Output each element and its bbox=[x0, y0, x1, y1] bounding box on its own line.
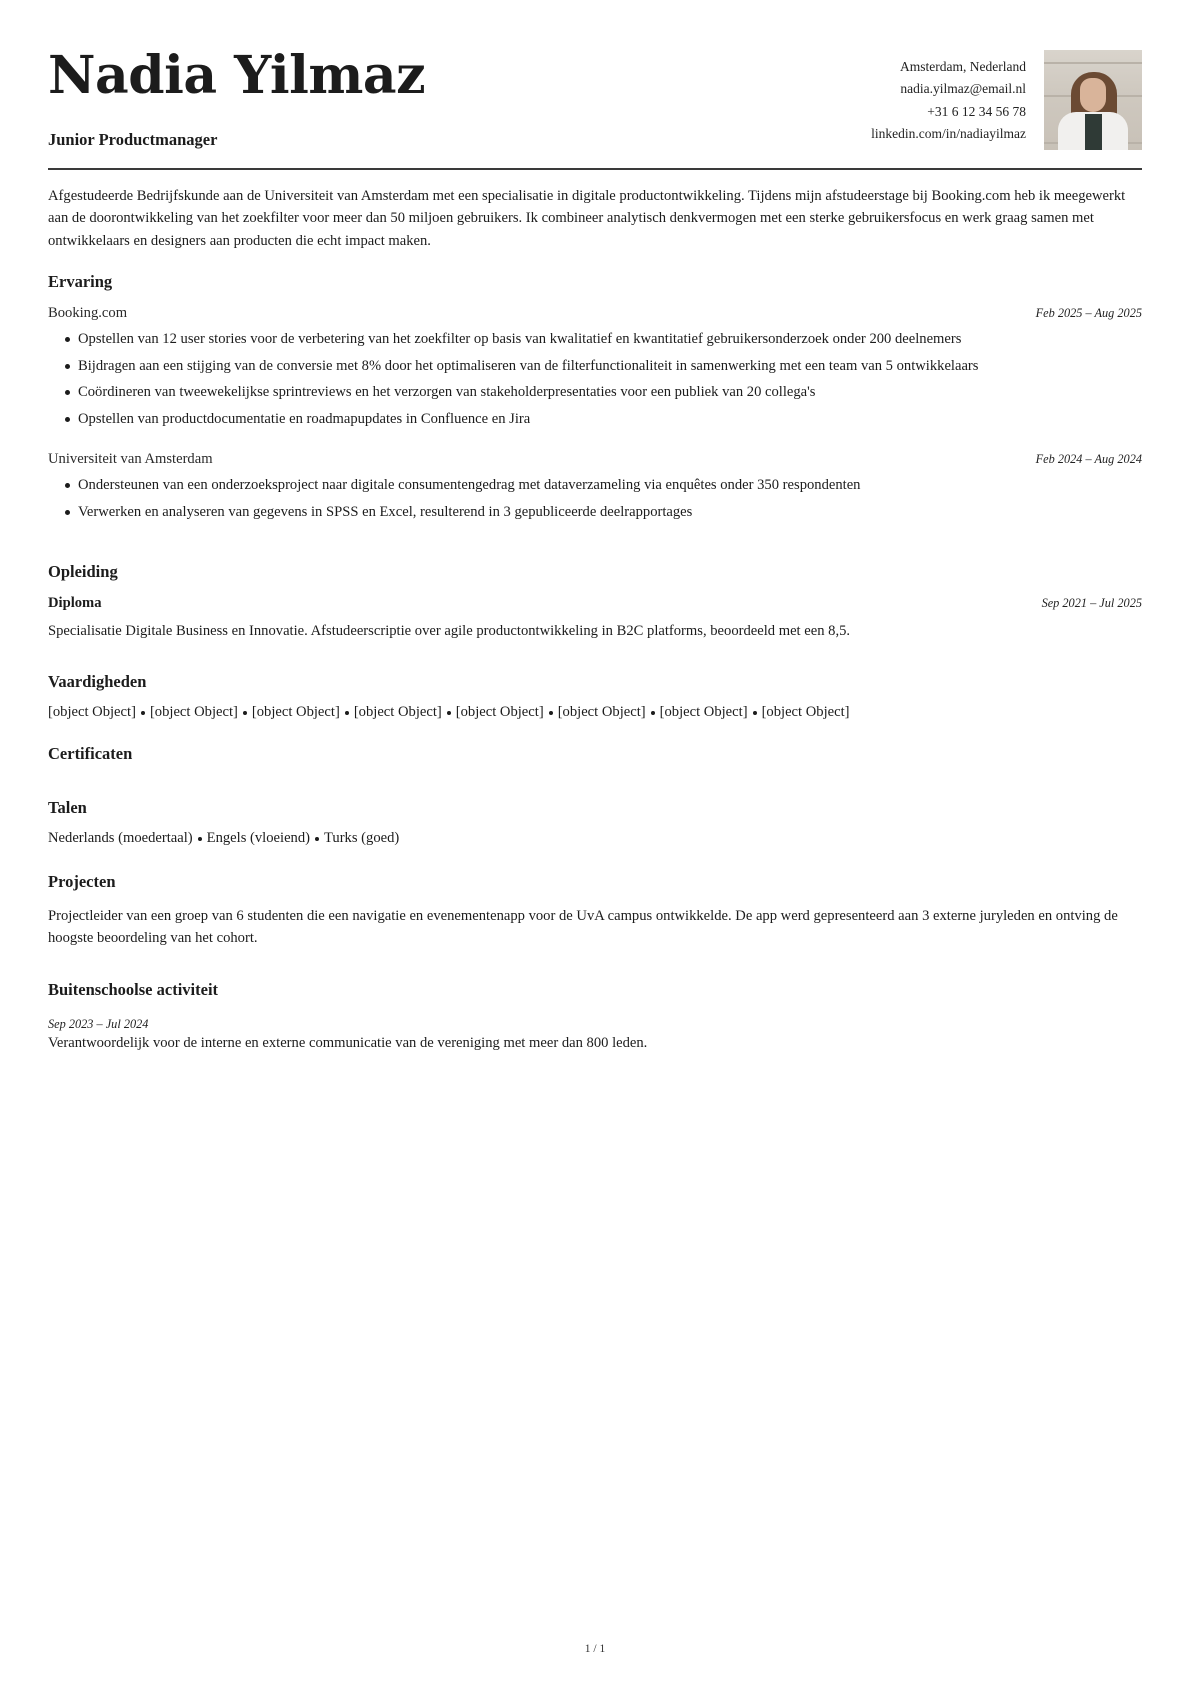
bullet-icon bbox=[65, 337, 70, 342]
language-item: Engels (vloeiend) bbox=[206, 830, 310, 846]
experience-bullets bbox=[48, 472, 1142, 525]
extracurricular-date: Sep 2023 – Jul 2024 bbox=[48, 1017, 149, 1031]
experience-date: Feb 2024 – Aug 2024 bbox=[1035, 452, 1142, 466]
profile-summary: Afgestudeerde Bedrijfskunde aan de Universiteit van Amsterdam met een specialisatie in digitale productontwikkeling. Tijdens mijn afstudeerstage bij Booking.com heb ik meegewerkt aan de doorontwikkeling van het zoekfilter voor meer dan 50 miljoen gebruikers. Ik combineer analytisch denkvermogen met een sterke gebruikersfocus en werk graag samen met ontwikkelaars en designers aan producten die echt impact maken. bbox=[48, 188, 1126, 249]
skill-item: [object Object] bbox=[251, 704, 340, 720]
skills-list bbox=[48, 704, 850, 721]
photo-detail bbox=[1085, 114, 1102, 150]
list-item bbox=[48, 353, 1142, 380]
contact-linkedin[interactable]: linkedin.com/in/nadiayilmaz bbox=[871, 125, 1026, 141]
skill-item: [object Object] bbox=[761, 704, 850, 720]
profile-photo bbox=[1044, 50, 1142, 150]
bullet-text: Opstellen van 12 user stories voor de verbetering van het zoekfilter op basis van kwalitatief en kwantitatief gebruikersonderzoek onder 200 deelnemers bbox=[78, 331, 962, 347]
skill-item: [object Object] bbox=[353, 704, 442, 720]
bullet-text: Coördineren van tweewekelijkse sprintreviews en het verzorgen van stakeholderpresentaties voor een publiek van 20 collega's bbox=[78, 384, 816, 400]
section-title-skills: Vaardigheden bbox=[48, 672, 147, 691]
bullet-text: Bijdragen aan een stijging van de conversie met 8% door het optimaliseren van de filterfunctionaliteit in samenwerking met een team van 5 ontwikkelaars bbox=[78, 357, 979, 374]
section-title-certificates: Certificaten bbox=[48, 744, 133, 763]
list-item bbox=[48, 379, 1142, 406]
resume-header bbox=[48, 0, 1142, 170]
section-title-projects: Projecten bbox=[48, 872, 116, 891]
photo-detail bbox=[1044, 62, 1142, 64]
experience-organization: Booking.com bbox=[48, 305, 128, 321]
experience-date: Feb 2025 – Aug 2025 bbox=[1035, 306, 1142, 320]
languages-list bbox=[48, 830, 399, 847]
list-item bbox=[48, 472, 1142, 499]
job-title: Junior Productmanager bbox=[48, 130, 218, 149]
skill-item: [object Object] bbox=[455, 704, 544, 720]
experience-bullets bbox=[48, 326, 1142, 432]
extracurricular-description: Verantwoordelijk voor de interne en externe communicatie van de vereniging met meer dan 800 leden. bbox=[48, 1035, 648, 1051]
experience-organization: Universiteit van Amsterdam bbox=[48, 451, 213, 467]
resume-page bbox=[48, 0, 1142, 1051]
list-item bbox=[48, 326, 1142, 353]
bullet-text: Verwerken en analyseren van gegevens in SPSS en Excel, resulterend in 3 gepubliceerde deelrapportages bbox=[78, 503, 693, 520]
bullet-icon bbox=[65, 483, 70, 488]
contact-email[interactable]: nadia.yilmaz@email.nl bbox=[900, 81, 1026, 97]
section-title-education: Opleiding bbox=[48, 562, 118, 581]
bullet-icon bbox=[65, 390, 70, 395]
experience-entry-header bbox=[48, 305, 1142, 322]
experience-entry-header bbox=[48, 451, 1142, 468]
section-title-extracurricular: Buitenschoolse activiteit bbox=[48, 980, 219, 999]
separator-dot-icon bbox=[549, 711, 553, 715]
candidate-name: Nadia Yilmaz bbox=[48, 45, 426, 106]
separator-dot-icon bbox=[141, 711, 145, 715]
photo-detail bbox=[1080, 78, 1106, 112]
language-item: Nederlands (moedertaal) bbox=[48, 830, 193, 846]
list-item bbox=[48, 499, 1142, 526]
page-number: 1 / 1 bbox=[584, 1643, 606, 1655]
separator-dot-icon bbox=[651, 711, 655, 715]
section-title-experience: Ervaring bbox=[48, 272, 113, 291]
contact-phone[interactable]: +31 6 12 34 56 78 bbox=[927, 103, 1026, 119]
separator-dot-icon bbox=[315, 837, 319, 841]
contact-location: Amsterdam, Nederland bbox=[900, 59, 1026, 74]
skill-item: [object Object] bbox=[557, 704, 646, 720]
bullet-text: Opstellen van productdocumentatie en roadmapupdates in Confluence en Jira bbox=[78, 410, 531, 427]
bullet-icon bbox=[65, 510, 70, 515]
separator-dot-icon bbox=[753, 711, 757, 715]
separator-dot-icon bbox=[198, 837, 202, 841]
bullet-icon bbox=[65, 417, 70, 422]
section-title-languages: Talen bbox=[48, 798, 87, 817]
skill-item: [object Object] bbox=[149, 704, 238, 720]
education-description: Specialisatie Digitale Business en Innovatie. Afstudeerscriptie over agile productontwikkeling in B2C platforms, beoordeeld met een 8,5. bbox=[48, 623, 851, 639]
skill-item: [object Object] bbox=[659, 704, 748, 720]
education-date: Sep 2021 – Jul 2025 bbox=[1041, 596, 1142, 610]
contact-info bbox=[871, 56, 1026, 145]
language-item: Turks (goed) bbox=[324, 830, 400, 846]
header-divider bbox=[48, 168, 1142, 170]
skill-item: [object Object] bbox=[48, 704, 136, 720]
separator-dot-icon bbox=[345, 711, 349, 715]
bullet-icon bbox=[65, 364, 70, 369]
separator-dot-icon bbox=[243, 711, 247, 715]
education-degree: Diploma bbox=[48, 595, 102, 611]
bullet-text: Ondersteunen van een onderzoeksproject naar digitale consumentengedrag met dataverzameling via enquêtes onder 350 respondenten bbox=[78, 477, 861, 493]
list-item bbox=[48, 406, 1142, 433]
separator-dot-icon bbox=[447, 711, 451, 715]
education-entry-header bbox=[48, 595, 1142, 612]
extracurricular-date-row bbox=[48, 1013, 1142, 1032]
project-description: Projectleider van een groep van 6 studenten die een navigatie en evenementenapp voor de UvA campus ontwikkelde. De app werd gepresenteerd aan 3 externe juryleden en ontving de hoogste beoordeling van het cohort. bbox=[48, 908, 1118, 947]
